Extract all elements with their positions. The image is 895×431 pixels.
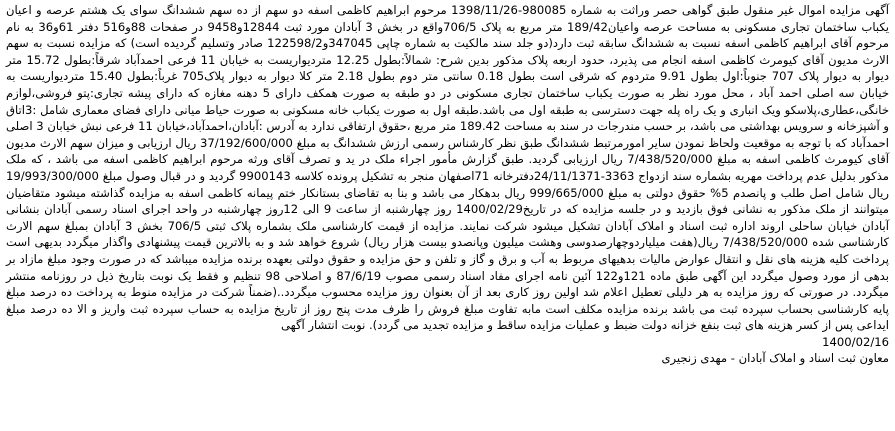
- notice-body-text: آگهی مزایده اموال غیر منقول طبق گواهی حصر وراثت به شماره 980085-1398/11/26 مرحوم ابراهیم کاظمی اسفه دو سهم از ده سهم ششدانگ سوای یک هشتم عرصه و اعیان یکباب ساختمان تجاری مسکونی به مساحت عرصه واعیان189/42 متر مربع به پلاک 706/5واقع در بخش 3 آبادان مورد ثبت 12844و9458 در صفحات 88و516 دفتر 61و36 به نام مرحوم آقای ابراهیم کاظمی اسفه نسبت به ششدانگ سابقه ثبت دارد(دو جلد سند مالکیت به شماره چاپی 347045و122598/2 صادر وتسلیم گردیده است) که مزایده نسبت به سهم الارث مدیون آقای کیومرث کاظمی اسفه انجام می پذیرد، حدود اربعه پلاک مذکور بدین شرح: شمالاً:بطول 12.25 متردیواریست به خیابان 11 فرعی احمدآباد شرقاً:بطول 15.72 متر دیوار به دیوار پلاک 707 جنوباً:اول بطول 9.91 متردوم که شرقی است بطول 0.18 سانتی متر دوم بطول 2.18 متر کلا دیوار به دیوار پلاک705 غرباً:بطول 15.40 متردیواریست به خیابان سه اصلی احمد آباد ، محل مورد نظر به صورت یکباب ساختمان تجاری مسکونی در دو طبقه به صورت همکف دارای 5 دهنه مغازه که دارای پیشه تجاری:پتو فروشی،لوازم خانگی،عطاری،پلاسکو ویک انباری و یک راه پله جهت دسترسی به طبقه اول می باشد.طبقه اول به صورت یکباب خانه مسکونی به صورت حیاط میانی دارای فضای معماری شامل :3اتاق و آشپزخانه و سرویس بهداشتی می باشد، بر حسب مندرجات در سند به مساحت 189.42 متر مربع ،حقوق ارتفاقی ندارد به آدرس :آبادان،احمدآباد،خیابان 11 فرعی نبش خیابان 3 اصلی احمدآباد که با توجه به موقعیت ولحاظ نمودن سایر امورمرتبط ششدانگ طبق نظر کارشناس رسمی ارزش ششدانگ به مبلغ 37/192/600/000 ریال ارزیابی و میزان سهم الارث مدیون آقای کیومرث کاظمی اسفه به مبلغ 7/438/520/000 ریال ارزیابی گردید. طبق گزارش مأمور اجراء ملک در ید و تصرف آقای ورثه مرحوم ابراهیم کاظمی اسفه می باشد ، که ملک مذکور بدلیل عدم پرداخت مهریه بشماره سند ازدواج 3363-24/11/1371دفترخانه 71اصفهان منجر به تشکیل پرونده کلاسه 9900143 گردید و در قبال وصول مبلغ 19/993/300/000 ریال شامل اصل طلب و پانصدم 5% حقوق دولتی به مبلغ 999/665/000 ریال بدهکار می باشد و بنا به تقاضای بستانکار ختم پیمانه کاظمی اسفه به مزایده گذاشته میشود متقاضیان میتوانند از ملک مذکور به نشانی فوق بازدید و در جلسه مزایده که در تاریخ1400/02/29 روز چهارشنبه از ساعت 9 الی 12روز چهارشنبه در واحد اجرای اسناد رسمی آبادان بنشانی آبادان خیابان ساحلی اروند اداره ثبت اسناد و املاک آبادان تشکیل میشود شرکت نمایند. مزایده از قیمت کارشناسی ملک بشماره پلاک ثبتی 706/5 بخش 3 آبادان بمبلغ سهم الارث کارشناسی شده 7/438/520/000 ریال(هفت میلیاردوچهارصدوسی وهشت میلیون وپانصدو بیست هزار ریال) شروع خواهد شد و به بالاترین قیمت پیشنهادی واگذار میگردد بدیهی است پرداخت کلیه هزینه های نقل و انتقال عوارض مالیات بدهیهای مربوط به آب و برق و گاز و تلفن و حق مزایده و حقوق دولتی بعهده برنده مزایده میباشد که در صورت وجود مبلغ مازاد بر بدهی از مورد وصول میگردد این آگهی طبق ماده 121و122 آئین نامه اجرای مفاد اسناد رسمی مصوب 87/6/19 و اصلاحی 98 تنظیم و فقط یک نوبت بتاریخ ذیل در روزنامه منتشر میگردد. در صورتی که روز مزایده به هر دلیلی تعطیل اعلام شد اولین روز کاری بعد از آن بعنوان روز مزایده محسوب میگردد..(ضمناً شرکت در مزایده منوط به پرداخت ده درصد مبلغ پایه کارشناسی بحساب سپرده ثبت می باشد برنده مزایده مکلف است مابه تفاوت مبلغ فروش را ظرف مدت پنج روز از تاریخ مزایده به حساب سپرده ثبت واریز و الا ده درصد مبلغ ایداعی پس از کسر هزینه های ثبت بنفع خزانه دولت ضبط و عملیات مزایده ساقط و مزایده تجدید می گردد). نوبت انتشار آگهی: [6, 3, 890, 333]
- publication-date: 1400/02/16: [822, 334, 889, 349]
- signature-line: معاون ثبت اسناد و املاک آبادان - مهدی زنجیری: [661, 351, 889, 366]
